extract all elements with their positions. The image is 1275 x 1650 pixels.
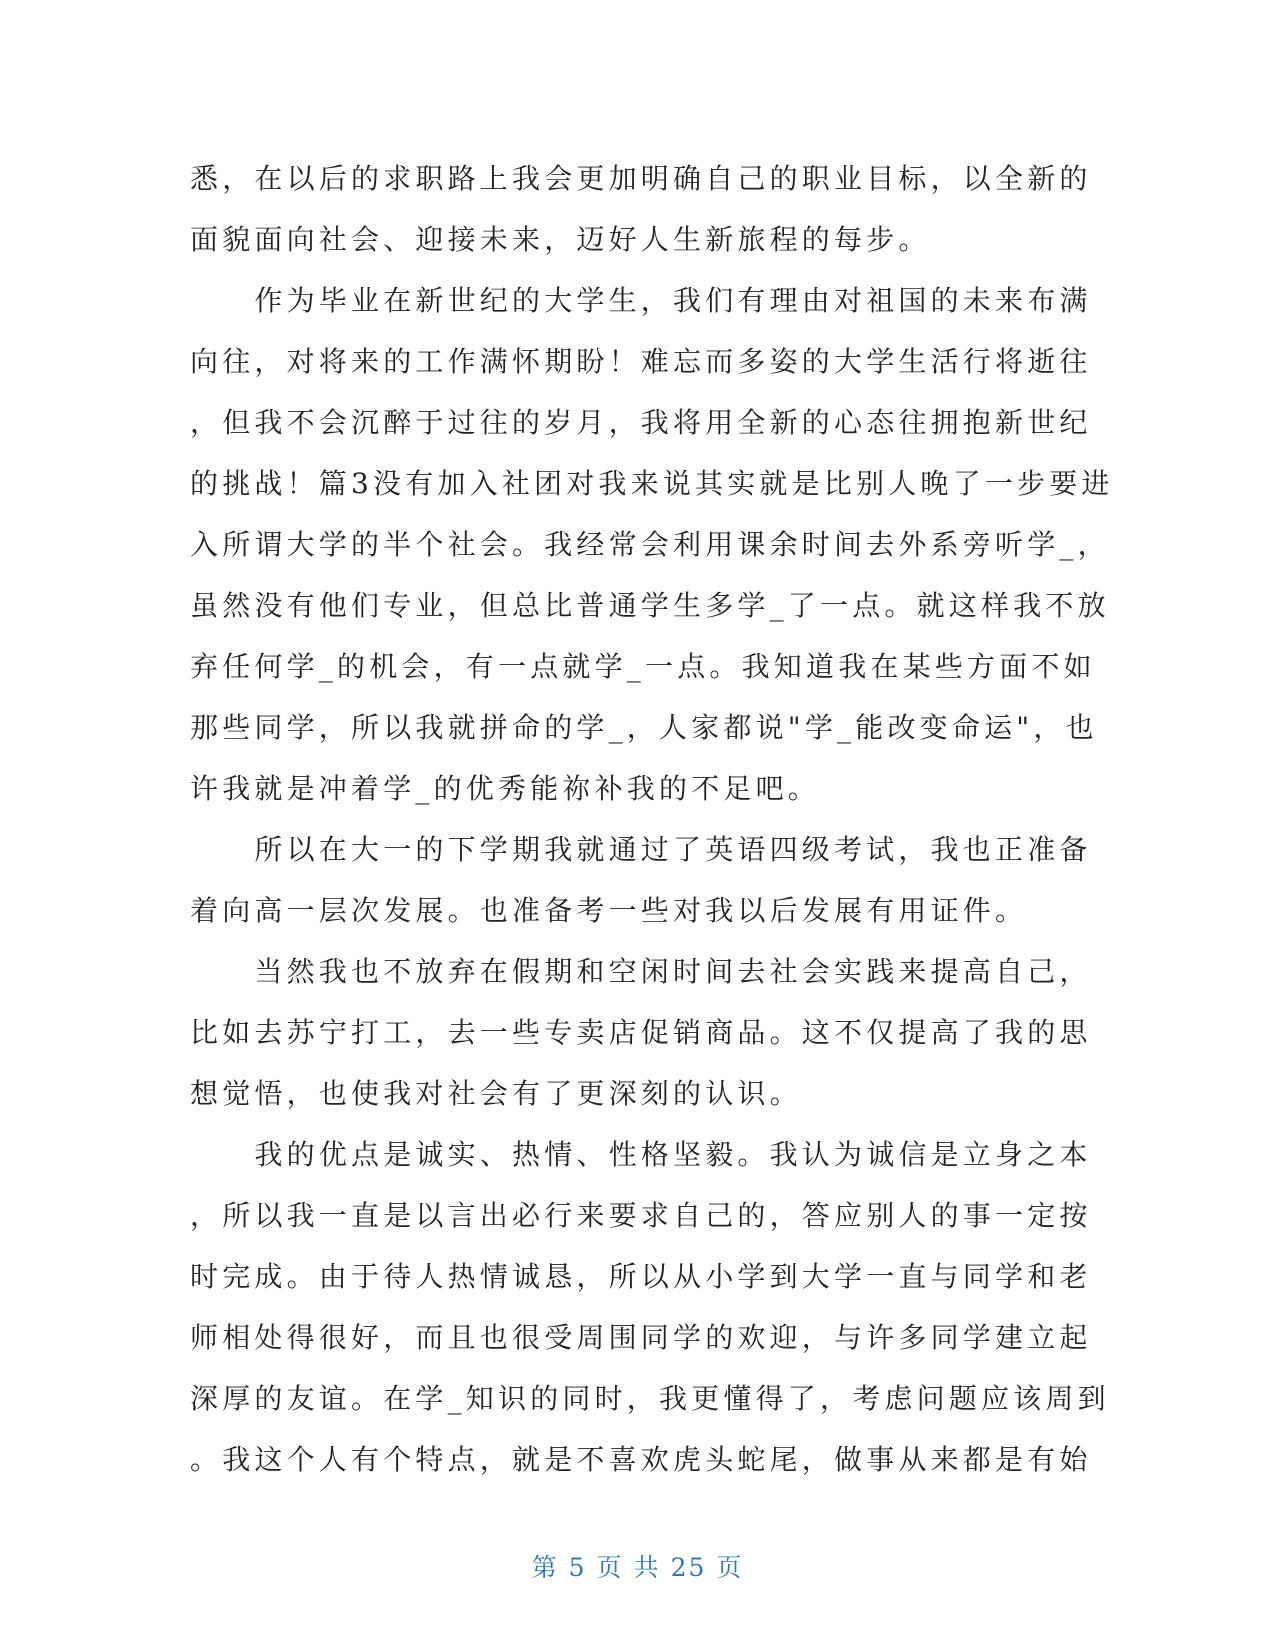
text-line-17: 我的优点是诚实、热情、性格坚毅。我认为诚信是立身之本 (190, 1138, 1092, 1171)
text-line-9: 弃任何学_的机会，有一点就学_一点。我知道我在某些方面不如 (190, 650, 1096, 683)
text-line-5: ，但我不会沉醉于过往的岁月，我将用全新的心态往拥抱新世纪 (190, 406, 1092, 439)
text-line-16: 想觉悟，也使我对社会有了更深刻的认识。 (190, 1077, 802, 1110)
footer-current-page: 5 (568, 1553, 587, 1582)
text-line-20: 师相处得很好，而且也很受周围同学的欢迎，与许多同学建立起 (190, 1321, 1092, 1354)
footer-total-pages: 25 (670, 1553, 707, 1582)
text-line-4: 向往，对将来的工作满怀期盼！难忘而多姿的大学生活行将逝往 (190, 345, 1092, 378)
footer-total-word: 共 (633, 1553, 661, 1582)
page-footer (0, 1548, 1275, 1584)
text-line-8: 虽然没有他们专业，但总比普通学生多学_了一点。就这样我不放 (190, 589, 1110, 622)
text-line-10: 那些同学，所以我就拼命的学_，人家都说"学_能改变命运"，也 (190, 711, 1098, 744)
text-line-15: 比如去苏宁打工，去一些专卖店促销商品。这不仅提高了我的思 (190, 1016, 1092, 1049)
text-line-21: 深厚的友谊。在学_知识的同时，我更懂得了，考虑问题应该周到 (190, 1382, 1110, 1415)
footer-page-word: 页 (596, 1553, 624, 1582)
text-line-6: 的挑战！篇3没有加入社团对我来说其实就是比别人晚了一步要进 (190, 467, 1114, 500)
text-line-18: ，所以我一直是以言出必行来要求自己的，答应别人的事一定按 (190, 1199, 1092, 1232)
text-line-19: 时完成。由于待人热情诚恳，所以从小学到大学一直与同学和老 (190, 1260, 1092, 1293)
text-line-12: 所以在大一的下学期我就通过了英语四级考试，我也正准备 (190, 833, 1092, 866)
text-line-3: 作为毕业在新世纪的大学生，我们有理由对祖国的未来布满 (190, 284, 1092, 317)
body-text (190, 148, 1114, 1490)
footer-prefix: 第 (531, 1553, 559, 1582)
text-line-22: 。我这个人有个特点，就是不喜欢虎头蛇尾，做事从来都是有始 (190, 1443, 1092, 1476)
text-line-1: 悉，在以后的求职路上我会更加明确自己的职业目标，以全新的 (190, 162, 1092, 195)
text-line-2: 面貌面向社会、迎接未来，迈好人生新旅程的每步。 (190, 223, 931, 256)
text-line-14: 当然我也不放弃在假期和空闲时间去社会实践来提高自己， (190, 955, 1092, 988)
text-line-13: 着向高一层次发展。也准备考一些对我以后发展有用证件。 (190, 894, 1028, 927)
text-line-7: 入所谓大学的半个社会。我经常会利用课余时间去外系旁听学_， (190, 528, 1110, 561)
footer-suffix: 页 (716, 1553, 744, 1582)
text-line-11: 许我就是冲着学_的优秀能祢补我的不足吧。 (190, 772, 821, 805)
